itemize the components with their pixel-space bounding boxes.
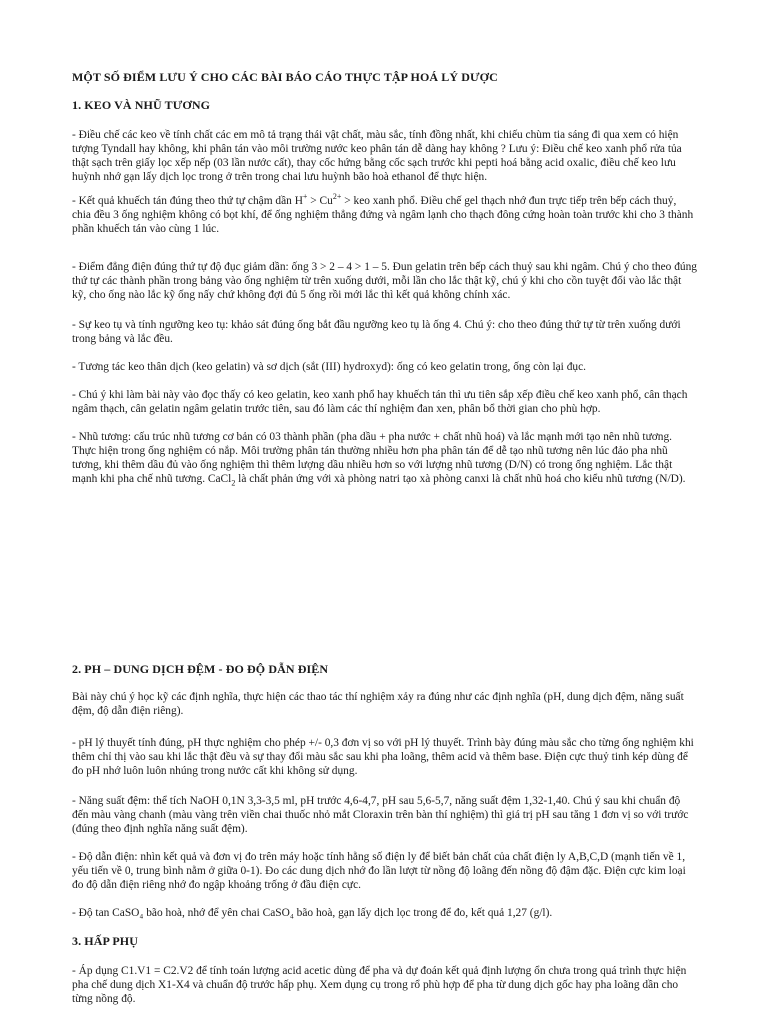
section-1-paragraph-4: - Sự keo tụ và tính ngưỡng keo tụ: khảo sát đúng ống bắt đầu ngưỡng keo tụ là ống 4. Chú ý: cho theo đúng thứ tự từ trên xuống dưới trong bảng và lắc đều. xyxy=(72,319,681,345)
section-1-paragraph-6: - Chú ý khi làm bài này vào đọc thấy có keo gelatin, keo xanh phổ hay khuếch tán thì ưu tiên sắp xếp điều chế keo xanh phổ, cân thạch ngâm thạch, cân gelatin ngâm gelatin trước tiên, sau đó làm các thí nghiệm đan xen, phân bổ thời gian cho phù hợp. xyxy=(72,389,688,415)
document-title: MỘT SỐ ĐIỂM LƯU Ý CHO CÁC BÀI BÁO CÁO THỰC TẬP HOÁ LÝ DƯỢC xyxy=(72,70,498,84)
section-2-paragraph-1: Bài này chú ý học kỹ các định nghĩa, thực hiện các thao tác thí nghiệm xảy ra đúng như các định nghĩa (pH, dung dịch đệm, năng suất đệm, độ dẫn điện riêng). xyxy=(72,691,684,717)
section-2-paragraph-2: - pH lý thuyết tính đúng, pH thực nghiệm cho phép +/- 0,3 đơn vị so với pH lý thuyết. Trình bày đúng màu sắc cho từng ống nghiệm khi thêm chỉ thị vào sau khi lắc thật đều và sự thay đổi màu sắc sau khi pha loãng, thêm acid và thêm base. Điện cực thuỷ tinh kép dùng để đo pH nhớ luôn luôn nhúng trong nước cất khi không sử dụng. xyxy=(72,737,694,777)
section-1-paragraph-5: - Tương tác keo thân dịch (keo gelatin) và sơ dịch (sắt (III) hydroxyd): ống có keo gelatin trong, ống còn lại đục. xyxy=(72,361,586,373)
superscript: 2+ xyxy=(332,192,342,202)
section-1-paragraph-2: - Kết quả khuếch tán đúng theo thứ tự chậm dần $H^+ > Cu^{2+}$ > keo xanh phổ. Điều chế gel thạch nhớ đun trực tiếp trên bếp cách thuỷ, chia đều 3 ống nghiệm không có bọt khí, để ống nghiệm thẳng đứng và ngâm lạnh cho thạch đông cứng hoàn toàn trước khi cho 3 thành phần khuếch tán vào cùng 1 lúc. xyxy=(72,192,694,235)
section-3-heading: 3. HẤP PHỤ xyxy=(72,934,138,948)
section-1-paragraph-3: - Điểm đẳng điện đúng thứ tự độ đục giảm dần: ống 3 > 2 – 4 > 1 – 5. Đun gelatin trên bếp cách thuỷ sau khi ngâm. Chú ý cho theo đúng thứ tự các thành phần trong bảng vào ống nghiệm từ trên xuống dưới, mỗi lần cho lắc thật kỹ, chú ý khi cho cồn tuyệt đối vào lắc thật kỹ, cho ống nào lắc kỹ ống nấy chứ không đợi đủ 5 ống rồi mới lắc thì kết quả không chính xác. xyxy=(72,261,697,301)
section-2-heading: 2. PH – DUNG DỊCH ĐỆM - ĐO ĐỘ DẪN ĐIỆN xyxy=(72,662,329,676)
section-1-heading: 1. KEO VÀ NHŨ TƯƠNG xyxy=(72,98,211,112)
section-1-paragraph-1: - Điều chế các keo về tính chất các em mô tả trạng thái vật chất, màu sắc, tính đồng nhất, khi chiếu chùm tia sáng đi qua xem có hiện tượng Tyndall hay không, khi phân tán vào môi trường nước keo phân tán dễ dàng hay không ? Lưu ý: Điều chế keo xanh phổ rửa tủa thật sạch trên giấy lọc xếp nếp (03 lần nước cất), thay cốc hứng bằng cốc sạch trước khi pepti hoá bằng acid oxalic, điều chế keo lưu huỳnh nhớ gạn lấy dịch lọc trong ở trên trong chai lưu huỳnh bão hoà ethanol để thực hiện. xyxy=(72,129,682,183)
subscript: 2 xyxy=(231,478,236,488)
superscript: + xyxy=(302,192,308,202)
section-2-paragraph-4: - Độ dẫn điện: nhìn kết quả và đơn vị đo trên máy hoặc tính hằng số điện ly để biết bản chất của chất điện ly A,B,C,D (mạnh tiến về 1, yếu tiến về 0, trung bình nằm ở giữa 0-1). Đo các dung dịch nhớ đo lần lượt từ nồng độ loãng đến nồng độ đậm đặc. Điện cực kim loại đo độ dẫn điện riêng nhớ đo ngập khoảng trống ở đầu điện cực. xyxy=(72,851,686,891)
section-3-paragraph-1: - Áp dụng C1.V1 = C2.V2 để tính toán lượng acid acetic dùng để pha và dự đoán kết quả định lượng ổn chưa trong quá trình thực hiện pha chế dung dịch X1-X4 và chuẩn độ trước hấp phụ. Xem dụng cụ trong rổ phù hợp để pha từ dung dịch gốc hay pha loãng dần cho từng nồng độ. xyxy=(72,965,687,1005)
section-2-paragraph-5: - Độ tan CaSO₄ bão hoà, nhớ để yên chai CaSO₄ bão hoà, gạn lấy dịch lọc trong để đo, kết quả 1,27 (g/l). xyxy=(72,907,553,919)
section-1-paragraph-7: - Nhũ tương: cấu trúc nhũ tương cơ bản có 03 thành phần (pha dầu + pha nước + chất nhũ hoá) và lắc mạnh mới tạo nên nhũ tương. Thực hiện trong ống nghiệm có nắp. Môi trường phân tán thường nhiều hơn pha phân tán để dễ tạo nhũ tương nên lúc đảo pha nhũ tương, khi thêm dầu đủ vào ống nghiệm thì thêm lượng dầu nhiều hơn so với lượng nhũ tương (D/N) có trong ống nghiệm. Lắc thật mạnh khi pha chế nhũ tương. CaCl$_2$ là chất phản ứng với xà phòng natri tạo xà phòng canxi là chất nhũ hoá cho kiểu nhũ tương (N/D). xyxy=(72,431,686,488)
section-2-paragraph-3: - Năng suất đệm: thể tích NaOH 0,1N 3,3-3,5 ml, pH trước 4,6-4,7, pH sau 5,6-5,7, năng suất đệm 1,32-1,40. Chú ý sau khi chuẩn độ đến màu vàng chanh (màu vàng trên viền chai thuốc nhỏ mắt Cloraxin trên bàn thí nghiệm) thì giá trị pH sau tăng 1 đơn vị so với trước (đúng theo định nghĩa năng suất đệm). xyxy=(72,795,689,835)
